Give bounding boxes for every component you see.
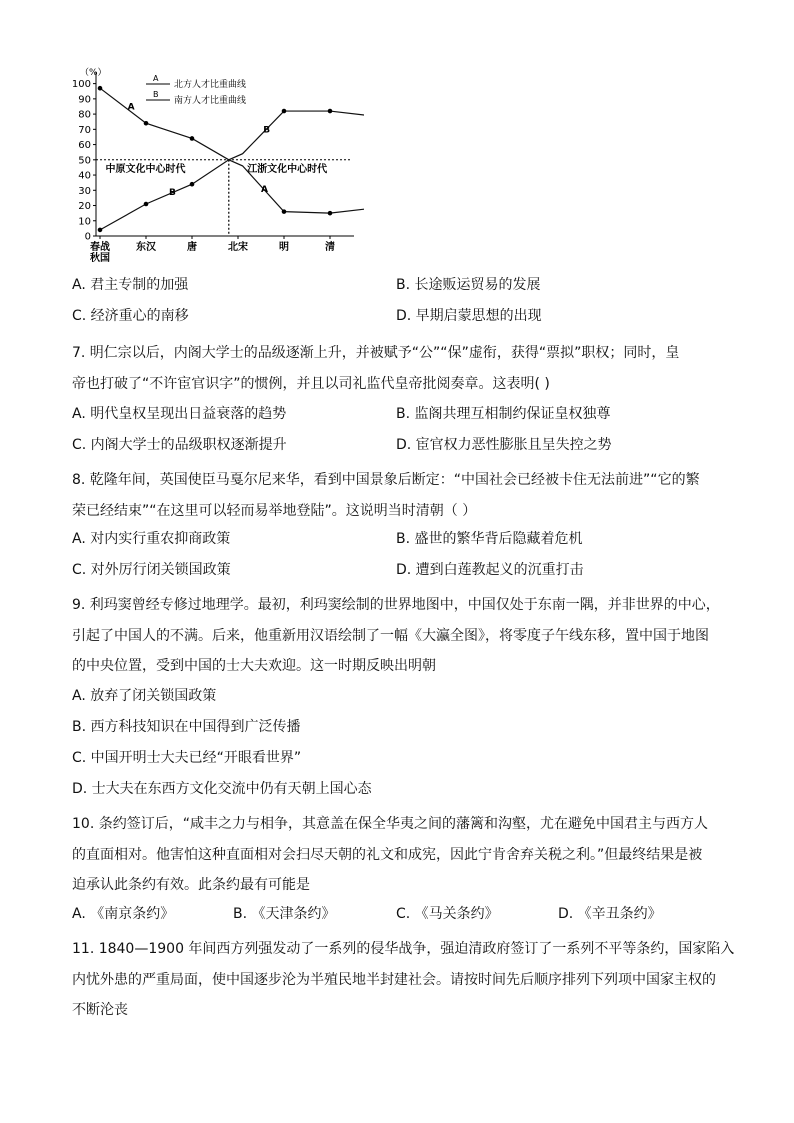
- q7-stem: [72, 338, 724, 399]
- q7-option-c[interactable]: C. 内阁大学士的品级职权逐渐提升: [72, 437, 287, 453]
- data-point-B: [144, 202, 149, 207]
- q11-stem-line: 内忧外患的严重局面，使中国逐步沦为半殖民地半封建社会。请按时间先后顺序排列下列项中国家主权的: [72, 971, 716, 988]
- q6-option-a[interactable]: A. 君主专制的加强: [72, 277, 189, 293]
- talent-ratio-chart-svg: [64, 62, 364, 267]
- q6-option-c[interactable]: C. 经济重心的南移: [72, 308, 189, 324]
- q8-stem-line: 8. 乾隆年间，英国使臣马戛尔尼来华，看到中国景象后断定：“中国社会已经被卡住无法前进”“它的繁: [72, 472, 700, 488]
- data-point-B: [190, 182, 195, 187]
- y-tick-label: 0: [84, 231, 91, 243]
- x-tick-label: 北宋: [228, 242, 248, 253]
- legend-label: 北方人才比重曲线: [174, 80, 247, 90]
- x-tick-label: 唐: [187, 242, 197, 253]
- y-tick-label: 50: [78, 155, 91, 167]
- q9-option-b[interactable]: B. 西方科技知识在中国得到广泛传播: [72, 719, 301, 735]
- data-point-A: [98, 86, 103, 91]
- q9-option-c[interactable]: C. 中国开明士大夫已经“开眼看世界”: [72, 750, 302, 766]
- y-tick-label: 40: [78, 170, 91, 182]
- legend-key: A: [153, 74, 159, 83]
- x-tick-label: 清: [325, 242, 335, 253]
- data-point-A: [190, 136, 195, 141]
- q9-stem-line: 引起了中国人的不满。后来，他重新用汉语绘制了一幅《大瀛全图》，将零度子午线东移，置中国于地图: [72, 627, 709, 644]
- q7-option-a[interactable]: A. 明代皇权呈现出日益衰落的趋势: [72, 406, 287, 422]
- q10-stem: [72, 809, 724, 901]
- series-line-A: [100, 88, 364, 213]
- q10-stem-line: 的直面相对。他害怕这种直面相对会扫尽天朝的礼文和成宪，因此宁肯舍弃关税之利。”但最终结果是被: [72, 846, 703, 863]
- y-tick-label: 90: [78, 94, 91, 106]
- q7-stem-line: 7. 明仁宗以后，内阁大学士的品级逐渐上升，并被赋予“公”“保”虚衔，获得“票拟”职权；同时，皇: [72, 345, 680, 361]
- y-tick-label: 70: [78, 124, 91, 136]
- q7-option-d[interactable]: D. 宦官权力恶性膨胀且呈失控之势: [396, 437, 612, 453]
- data-point-B: [328, 109, 333, 114]
- q6-option-b[interactable]: B. 长途贩运贸易的发展: [396, 277, 541, 293]
- q11-stem-line: 不断沦丧: [72, 1002, 128, 1018]
- q8-stem-line: 荣已经结束”“在这里可以轻而易举地登陆”。这说明当时清朝（ ）: [72, 502, 477, 519]
- x-tick-label: 东汉: [136, 242, 156, 253]
- q9-stem-line: 的中央位置，受到中国的士大夫欢迎。这一时期反映出明朝: [72, 658, 436, 674]
- y-tick-label: 100: [71, 79, 91, 91]
- talent-ratio-chart: [64, 62, 364, 267]
- q10-option-c[interactable]: C. 《马关条约》: [396, 906, 499, 922]
- q10-option-b[interactable]: B. 《天津条约》: [233, 906, 336, 922]
- x-tick-label: 秋国: [90, 253, 110, 264]
- legend-label: 南方人才比重曲线: [174, 96, 247, 106]
- data-point-A: [144, 121, 149, 126]
- q7-stem-line: 帝也打破了“不许宦官识字”的惯例，并且以司礼监代皇帝批阅奏章。这表明( ): [72, 375, 550, 392]
- q8-option-c[interactable]: C. 对外厉行闭关锁国政策: [72, 562, 231, 578]
- y-tick-label: 20: [78, 201, 91, 213]
- y-tick-label: 80: [78, 109, 91, 121]
- data-point-A: [328, 211, 333, 216]
- q9-stem-line: 9. 利玛窦曾经专修过地理学。最初，利玛窦绘制的世界地图中，中国仅处于东南一隅，并非世界的中心，: [72, 597, 720, 613]
- series-curve-label: B: [263, 125, 271, 136]
- data-point-B: [98, 228, 103, 233]
- data-point-B: [282, 109, 287, 114]
- q8-option-a[interactable]: A. 对内实行重农抑商政策: [72, 531, 231, 547]
- q8-option-b[interactable]: B. 盛世的繁华背后隐藏着危机: [396, 531, 583, 547]
- era-annotation: 江浙文化中心时代: [247, 164, 328, 175]
- y-tick-label: 30: [78, 185, 91, 197]
- q9-option-d[interactable]: D. 士大夫在东西方文化交流中仍有天朝上国心态: [72, 781, 372, 797]
- q10-stem-line: 10. 条约签订后，“咸丰之力与相争，其意盖在保全华夷之间的藩篱和沟壑，尤在避免中国君主与西方人: [72, 816, 708, 832]
- series-curve-label: A: [127, 102, 135, 113]
- x-tick-label: 明: [279, 242, 289, 253]
- y-axis-unit: （%）: [80, 68, 107, 78]
- q7-option-b[interactable]: B. 监阁共理互相制约保证皇权独尊: [396, 406, 611, 422]
- q11-stem-line: 11. 1840—1900 年间西方列强发动了一系列的侵华战争，强迫清政府签订了一系列不平等条约，国家陷入: [72, 941, 735, 957]
- series-curve-label: B: [169, 187, 176, 198]
- q8-stem: [72, 465, 724, 526]
- era-annotation: 中原文化中心时代: [105, 164, 186, 175]
- y-tick-label: 60: [78, 140, 91, 152]
- x-tick-label: 春战: [90, 242, 110, 253]
- legend-key: B: [153, 90, 159, 99]
- q9-option-a[interactable]: A. 放弃了闭关锁国政策: [72, 688, 217, 704]
- q11-stem: [72, 934, 735, 1026]
- q10-stem-line: 迫承认此条约有效。此条约最有可能是: [72, 877, 310, 893]
- q6-option-d[interactable]: D. 早期启蒙思想的出现: [396, 308, 542, 324]
- data-point-A: [282, 209, 287, 214]
- q10-option-a[interactable]: A. 《南京条约》: [72, 906, 175, 922]
- q10-option-d[interactable]: D. 《辛丑条约》: [558, 906, 662, 922]
- q8-option-d[interactable]: D. 遭到白莲教起义的沉重打击: [396, 562, 584, 578]
- y-tick-label: 10: [78, 216, 91, 228]
- q9-stem: [72, 590, 724, 682]
- series-curve-label: A: [261, 184, 268, 195]
